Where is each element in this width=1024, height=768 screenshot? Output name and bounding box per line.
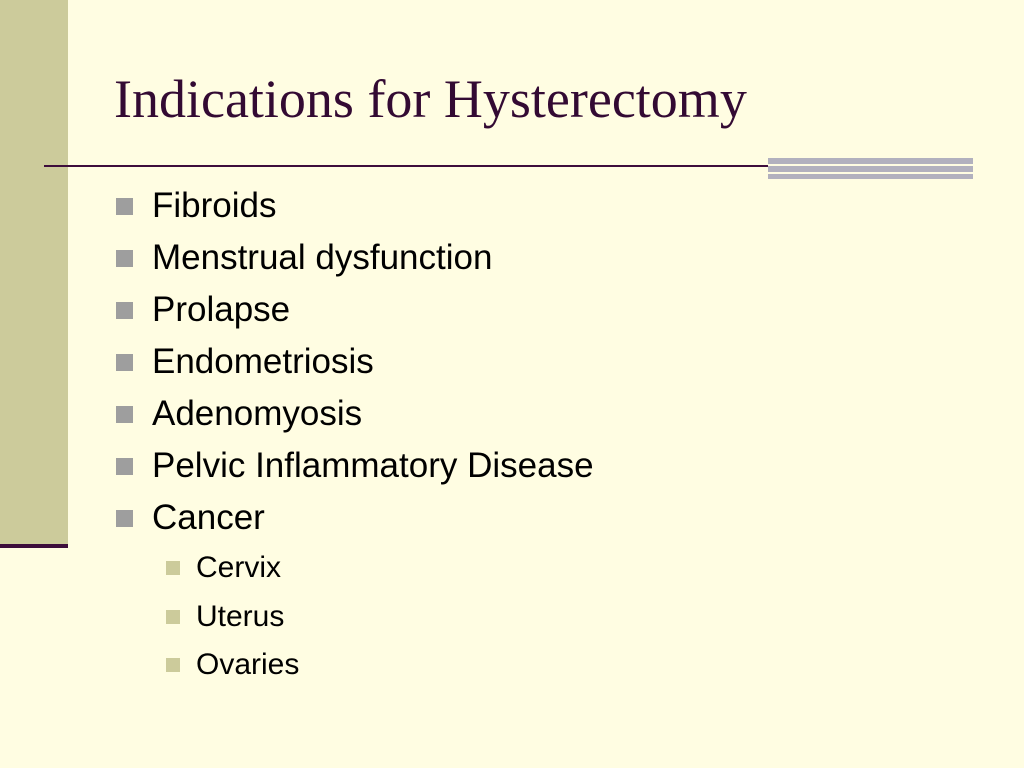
- slide-title: Indications for Hysterectomy: [114, 69, 747, 129]
- left-band-accent-line: [0, 544, 68, 548]
- square-bullet-icon: [116, 250, 133, 267]
- bullet-item: [116, 284, 594, 336]
- bullet-text: Prolapse: [152, 290, 291, 329]
- sub-bullet-text: Cervix: [196, 551, 282, 585]
- square-bullet-icon: [116, 198, 133, 215]
- square-sub-bullet-icon: [166, 610, 180, 624]
- bullet-item: [116, 232, 594, 284]
- square-sub-bullet-icon: [166, 561, 180, 575]
- square-bullet-icon: [116, 458, 133, 475]
- square-bullet-icon: [116, 354, 133, 371]
- bullet-item: [116, 336, 594, 388]
- bullet-item: [116, 388, 594, 440]
- bullet-text: Menstrual dysfunction: [152, 238, 493, 277]
- square-bullet-icon: [116, 406, 133, 423]
- sub-bullet-text: Uterus: [196, 599, 285, 633]
- bullet-text: Adenomyosis: [152, 394, 363, 433]
- bullet-item: [116, 492, 594, 544]
- bullet-text: Cancer: [152, 498, 265, 537]
- bullet-item: [116, 180, 594, 232]
- bullet-text: Fibroids: [152, 186, 277, 225]
- square-bullet-icon: [116, 302, 133, 319]
- bullet-text: Endometriosis: [152, 342, 374, 381]
- sub-bullet-item: [166, 641, 594, 690]
- bullet-text: Pelvic Inflammatory Disease: [152, 446, 594, 485]
- left-decorative-band: [0, 0, 68, 544]
- square-bullet-icon: [116, 510, 133, 527]
- title-divider-stripes: [768, 158, 973, 179]
- bullet-item: [116, 440, 594, 492]
- bullet-list: [116, 180, 594, 690]
- square-sub-bullet-icon: [166, 658, 180, 672]
- sub-bullet-text: Ovaries: [196, 648, 300, 682]
- sub-bullet-item: [166, 593, 594, 642]
- sub-bullet-item: [166, 544, 594, 593]
